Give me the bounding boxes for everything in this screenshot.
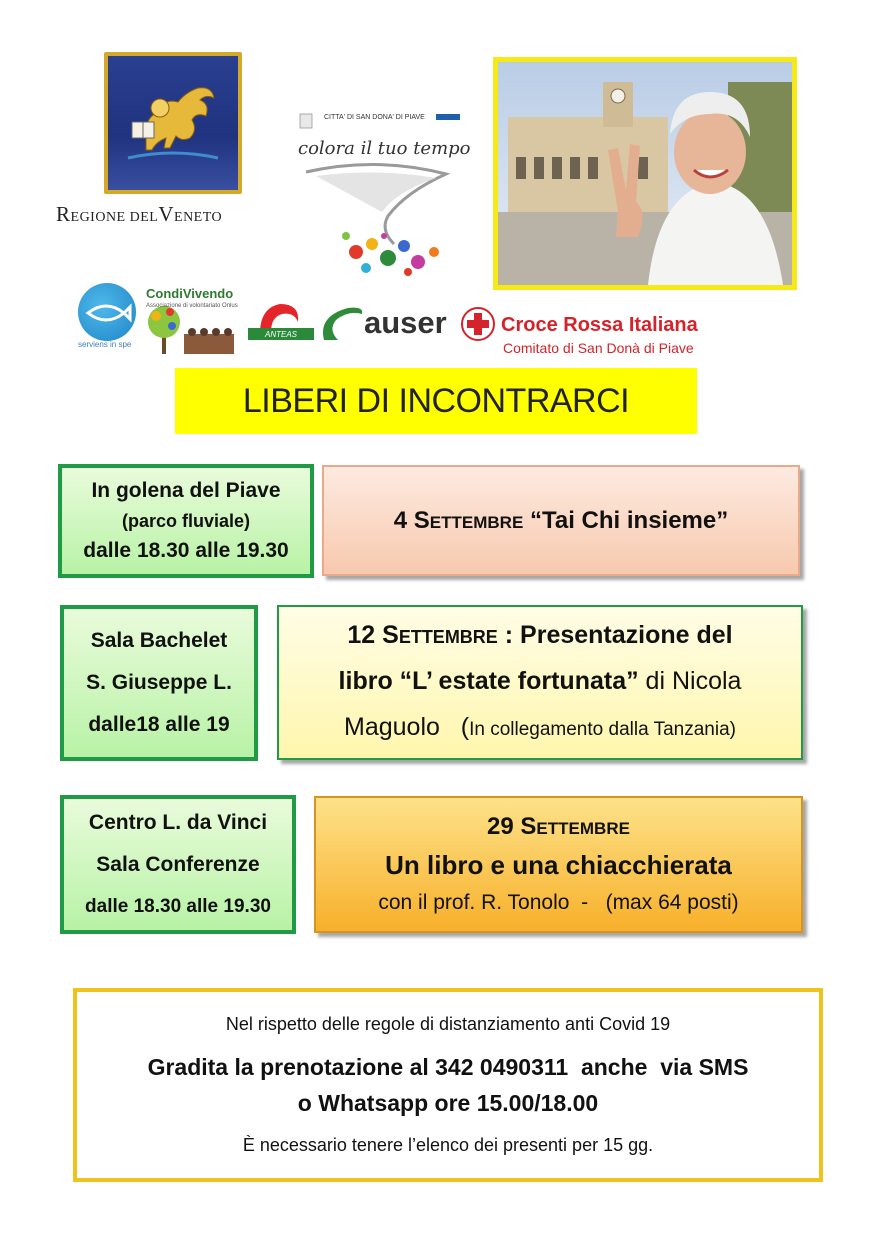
region-name-r: R <box>56 202 71 226</box>
event-2-author-prefix: di Nicola <box>638 667 742 695</box>
event-2-separator: : <box>497 621 521 649</box>
event-3-title: Un libro e una chiacchierata <box>385 849 732 880</box>
red-cross-icon <box>460 306 496 342</box>
event-1-location-detail: (parco fluviale) <box>121 511 251 531</box>
auser-text: auser <box>364 305 447 340</box>
attendance-notice: È necessario tenere l’elenco dei presenti per 15 gg. <box>242 1135 654 1155</box>
event-2-note: In collegamento dalla Tanzania) <box>469 719 736 740</box>
event-2-location-detail: S. Giuseppe L. <box>86 671 232 694</box>
croce-rossa-title: Croce Rossa Italiana <box>501 314 698 336</box>
auser-swoosh-icon <box>318 300 368 348</box>
condivivendo-title: CondiVivendo <box>146 286 234 301</box>
anteas-text: ANTEAS <box>264 330 298 339</box>
regione-veneto-label <box>56 202 296 230</box>
event-3-month: Settembre <box>520 812 630 840</box>
elderly-woman-photo-illustration <box>498 62 792 285</box>
event-3-time: dalle 18.30 alle 19.30 <box>85 895 271 917</box>
event-2-location <box>60 605 258 761</box>
event-1-details <box>322 465 800 576</box>
event-3-location-place: Centro L. da Vinci <box>88 810 268 834</box>
serviens-in-spe-logo <box>78 283 136 341</box>
anteas-logo <box>248 300 314 348</box>
region-name-eneto: ENETO <box>174 210 223 225</box>
event-3-location <box>60 795 296 934</box>
fish-icon <box>78 283 136 341</box>
event-photo <box>493 57 797 290</box>
event-1-month: Settembre <box>413 506 524 534</box>
event-2-book-title: libro “L’ estate fortunata” <box>338 667 639 695</box>
colora-il-tuo-tempo-text: colora il tuo tempo <box>298 138 471 159</box>
booking-phone: Gradita la prenotazione al 342 0490311 anche via SMS <box>147 1054 749 1080</box>
colora-city-label: CITTA' DI SAN DONA' DI PIAVE <box>324 114 425 121</box>
event-3-location-detail: Sala Conferenze <box>96 852 260 876</box>
event-1-location-place: In golena del Piave <box>91 479 281 502</box>
covid-notice: Nel rispetto delle regole di distanziamento anti Covid 19 <box>225 1014 671 1034</box>
event-1-location <box>58 464 314 578</box>
event-1-time: dalle 18.30 alle 19.30 <box>83 539 289 562</box>
event-2-details <box>277 605 803 760</box>
croce-rossa-subtitle: Comitato di San Donà di Piave <box>503 340 694 356</box>
event-2-author: Maguolo ( <box>344 713 470 741</box>
event-3-details <box>314 796 803 933</box>
region-name-egione: EGIONE <box>70 210 130 225</box>
region-name-v: V <box>158 202 175 226</box>
booking-info-box <box>73 988 823 1182</box>
event-2-location-place: Sala Bachelet <box>90 629 228 652</box>
region-name-del: DEL <box>129 210 159 225</box>
page-title: LIBERI DI INCONTRARCI <box>175 368 697 434</box>
condivivendo-subtitle: Associazione di volontariato Onlus <box>146 303 238 309</box>
regione-veneto-crest <box>104 52 242 194</box>
event-2-month: Settembre <box>382 621 498 649</box>
event-3-guest: con il prof. R. Tonolo - (max 64 posti) <box>378 890 739 914</box>
event-2-time: dalle18 alle 19 <box>88 713 230 736</box>
event-2-day: 12 <box>347 621 376 649</box>
serviens-in-spe-text: serviens in spe <box>78 340 132 349</box>
booking-hours: o Whatsapp ore 15.00/18.00 <box>297 1090 599 1116</box>
event-2-title-a: Presentazione del <box>520 621 733 649</box>
event-1-title: “Tai Chi insieme” <box>529 506 729 534</box>
lion-of-st-mark-icon <box>126 78 220 164</box>
event-3-day: 29 <box>487 812 514 840</box>
event-1-day: 4 <box>393 506 408 534</box>
